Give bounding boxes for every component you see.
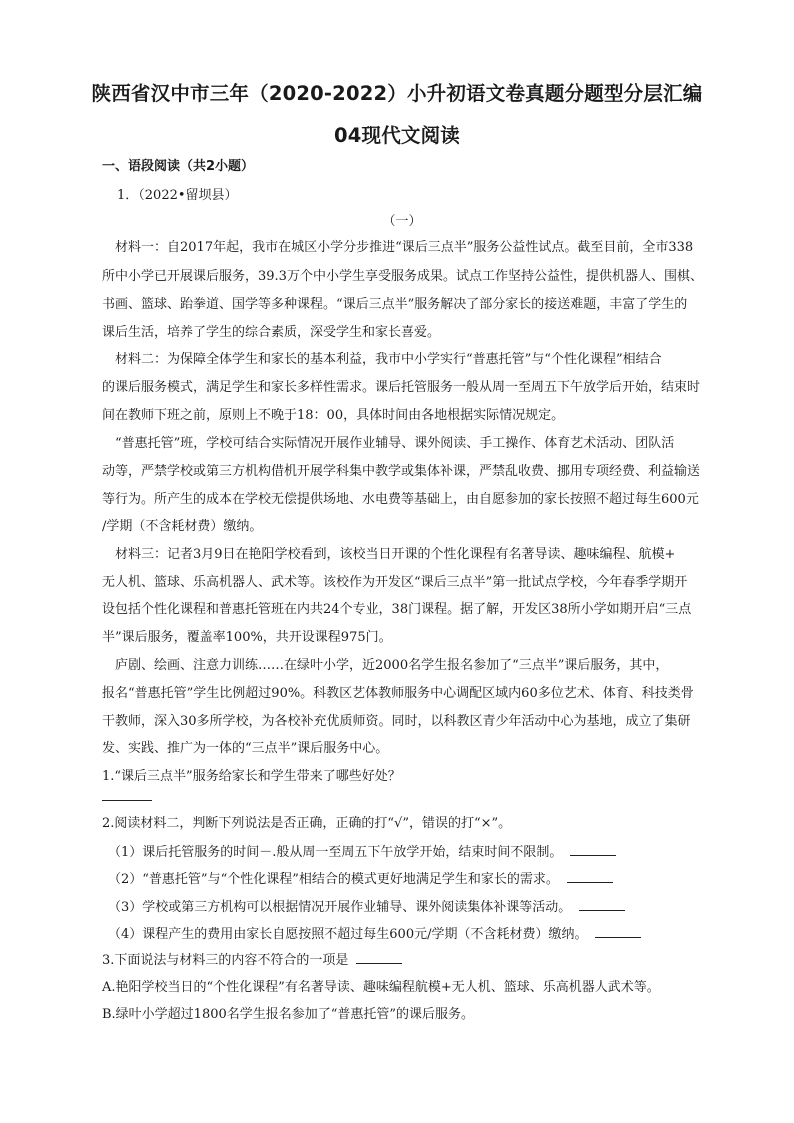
paragraph-line: 庐剧、绘画、注意力训练……在绿叶小学，近2000名学生报名参加了“三点半”课后服务，其中，: [115, 658, 669, 673]
paragraph-line: 书画、篮球、跆拳道、国学等多种课程。“课后三点半”服务解决了部分家长的接送难题，丰富了学生的: [102, 297, 688, 312]
paragraph-line: 课后生活，培养了学生的综合素质，深受学生和家长喜爱。: [102, 325, 441, 340]
paragraph-line: 的课后服务模式，满足学生和家长多样性需求。课后托管服务一般从周一至周五下午放学后开始，结束时: [102, 380, 701, 395]
passage-subheading: （一）: [382, 214, 422, 229]
paragraph-line: 干教师，深入30多所学校，为各校补充优质师资。同时，以科教区青少年活动中心为基地，成立了集研: [102, 714, 691, 729]
question-3: [102, 951, 702, 970]
paragraph-line: 材料三：记者3月9日在艳阳学校看到，该校当日开课的个性化课程有名著导读、趣味编程、航模+: [115, 547, 676, 562]
judgement-item: [108, 843, 708, 862]
answer-blank[interactable]: [570, 843, 616, 856]
judgement-item-text: （2）“普惠托管”与“个性化课程”相结合的模式更好地满足学生和家长的需求。: [108, 872, 559, 887]
paragraph-line: 设包括个性化课程和普惠托管班在内共24个专业，38门课程。据了解，开发区38所小学如期开启“三点: [102, 602, 692, 617]
paragraph-line: 无人机、篮球、乐高机器人、武术等。该校作为开发区“课后三点半”第一批试点学校，今年春季学期开: [102, 575, 688, 590]
paragraph-line: 等行为。所产生的成本在学校无偿提供场地、水电费等基础上，由自愿参加的家长按照不超过每生600元: [102, 492, 699, 507]
paragraph-line: /学期（不含耗材费）缴纳。: [102, 519, 263, 534]
document-subtitle: 04现代文阅读: [333, 124, 461, 147]
answer-blank[interactable]: [567, 870, 613, 883]
judgement-item: [108, 925, 708, 944]
question-2: 2.阅读材料二，判断下列说法是否正确，正确的打“√”，错误的打“×”。: [102, 816, 512, 831]
judgement-item: [108, 870, 708, 889]
answer-blank[interactable]: [356, 951, 402, 964]
answer-blank[interactable]: [595, 925, 641, 938]
option-b: B.绿叶小学超过1800名学生报名参加了“普惠托管”的课后服务。: [102, 1007, 475, 1022]
paragraph-line: 材料一：自2017年起，我市在城区小学分步推进“课后三点半”服务公益性试点。截至目前，全市338: [115, 240, 694, 255]
paragraph-line: 间在教师下班之前，原则上不晚于18：00，具体时间由各地根据实际情况规定。: [102, 408, 565, 423]
document-title: 陕西省汉中市三年（2020-2022）小升初语文卷真题分题型分层汇编: [91, 82, 703, 105]
answer-blank[interactable]: [102, 800, 152, 801]
answer-blank[interactable]: [579, 898, 625, 911]
paragraph-line: 材料二：为保障全体学生和家长的基本利益，我市中小学实行“普惠托管”与“个性化课程”相结合: [115, 352, 662, 367]
judgement-item: [108, 898, 708, 917]
paragraph-line: 半”课后服务，覆盖率100%，共开设课程975门。: [102, 630, 392, 645]
question-1: 1.“课后三点半”服务给家长和学生带来了哪些好处？: [102, 769, 401, 784]
option-a: A.艳阳学校当日的“个性化课程”有名著导读、趣味编程航模+无人机、篮球、乐高机器人武术等。: [102, 980, 660, 995]
paragraph-line: “普惠托管”班，学校可结合实际情况开展作业辅导、课外阅读、手工操作、体育艺术活动、团队活: [115, 436, 675, 451]
paragraph-line: 发、实践、推广为一体的“三点半”课后服务中心。: [102, 741, 389, 756]
paragraph-line: 动等，严禁学校或第三方机构借机开展学科集中教学或集体补课，严禁乱收费、挪用专项经费、利益输送: [102, 464, 701, 479]
paragraph-line: 所中小学已开展课后服务，39.3万个中小学生享受服务成果。试点工作坚持公益性，提供机器人、围棋、: [102, 269, 703, 284]
paragraph-line: 报名“普惠托管”学生比例超过90%。科教区艺体教师服务中心调配区域内60多位艺术、体育、科技类骨: [102, 686, 694, 701]
judgement-item-text: （4）课程产生的费用由家长自愿按照不超过每生600元/学期（不含耗材费）缴纳。: [108, 927, 588, 942]
question-3-text: 3.下面说法与材料三的内容不符合的一项是: [102, 953, 349, 968]
question-number: 1．（2022•留坝县）: [117, 188, 238, 203]
section-heading: 一、语段阅读（共2小题）: [102, 159, 255, 174]
judgement-item-text: （3）学校或第三方机构可以根据情况开展作业辅导、课外阅读集体补课等活动。: [108, 900, 572, 915]
judgement-item-text: （1）课后托管服务的时间－.般从周一至周五下午放学开始，结束时间不限制。: [108, 845, 563, 860]
